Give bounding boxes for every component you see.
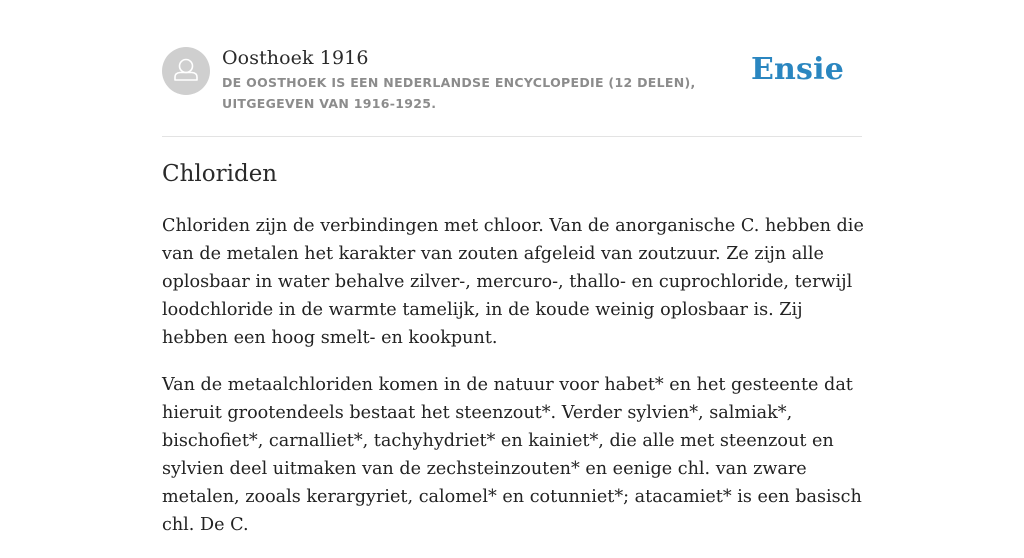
article-paragraph: Chloriden zijn de verbindingen met chloor. Van de anorganische C. hebben die van de metalen het karakter van zouten afgeleid van zoutzuur. Ze zijn alle oplosbaar in water behalve zilver-, mercuro-, thallo- en cuprochloride, terwijl loodchloride in de warmte tamelijk, in de koude weinig oplosbaar is. Zij hebben een hoog smelt- en kookpunt. bbox=[162, 216, 864, 348]
source-title[interactable]: Oosthoek 1916 bbox=[222, 47, 369, 69]
article-body bbox=[162, 212, 867, 558]
ensie-logo[interactable]: Ensie bbox=[750, 52, 844, 87]
source-description: DE OOSTHOEK IS EEN NEDERLANDSE ENCYCLOPEDIE (12 DELEN), UITGEGEVEN VAN 1916-1925. bbox=[222, 75, 696, 111]
user-avatar[interactable] bbox=[162, 47, 210, 95]
article-paragraph: Van de metaalchloriden komen in de natuur voor habet* en het gesteente dat hieruit grootendeels bestaat het steenzout*. Verder sylvien*, salmiak*, bischofiet*, carnalliet*, tachyhydriet* en kainiet*, die alle met steenzout en sylvien deel uitmaken van de zechsteinzouten* en eenige chl. van zware metalen, zooals kerargyriet, calomel* en cotunniet*; atacamiet* is een basisch chl. De C. bbox=[162, 375, 862, 535]
article-title: Chloriden bbox=[162, 161, 278, 187]
source-header bbox=[162, 44, 862, 137]
user-icon bbox=[162, 47, 210, 95]
